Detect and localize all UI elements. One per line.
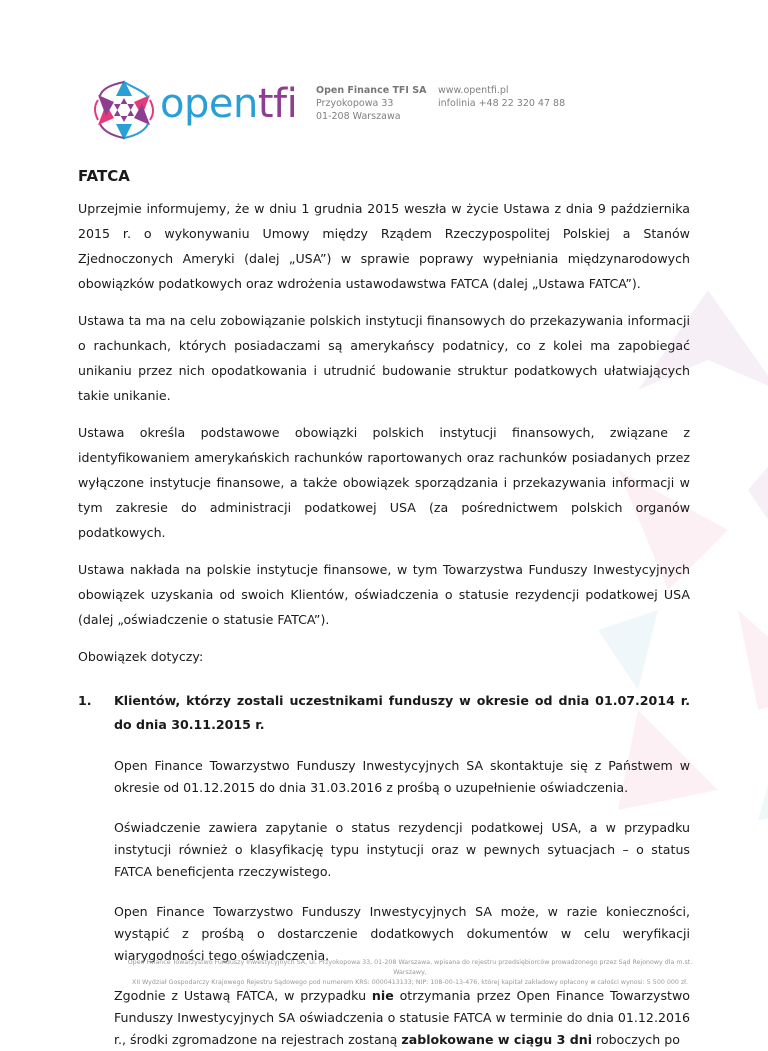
paragraph-1: Uprzejmie informujemy, że w dniu 1 grudnia 2015 weszła w życie Ustawa z dnia 9 października 2015 r. o wykonywaniu Umowy między Rządem Rzeczypospolitej Polskiej a Stanów Zjednoczonych Ameryki (dalej „USA”) w sprawie poprawy wypełniania międzynarodowych obowiązków podatkowych oraz wdrożenia ustawodawstwa FATCA (dalej „Ustawa FATCA”).: [78, 201, 690, 291]
obligation-intro: Obowiązek dotyczy:: [78, 649, 204, 664]
list-item-1: [78, 689, 690, 737]
list-item-paragraph-2: Oświadczenie zawiera zapytanie o status rezydencji podatkowej USA, a w przypadku instytucji również o klasyfikację typu instytucji oraz w pewnych sytuacjach – o status FATCA beneficjenta rzeczywistego.: [114, 820, 690, 879]
paragraph-text: roboczych po: [592, 1032, 680, 1047]
star-flower-icon: [92, 78, 156, 142]
paragraph-4: Ustawa nakłada na polskie instytucje finansowe, w tym Towarzystwa Funduszy Inwestycyjnych obowiązek uzyskania od swoich Klientów, oświadczenia o statusie rezydencji podatkowej USA (dalej „oświadczenie o statusie FATCA”).: [78, 562, 690, 627]
footer-line-1: Open Finance Towarzystwo Funduszy Inwestycyjnych SA, ul. Przyokopowa 33, 01-208 Warszawa, wpisana do rejestru przedsiębiorców prowadzonego przez Sąd Rejonowy dla m.st. Warszawy,: [127, 959, 693, 976]
company-address: [316, 84, 426, 123]
list-item-title: Klientów, którzy zostali uczestnikami funduszy w okresie od dnia 01.07.2014 r. do dnia 30.11.2015 r.: [114, 693, 690, 732]
company-street: Przyokopowa 33: [316, 98, 394, 109]
logo-tfi-text: tfi: [257, 81, 298, 127]
brand-logo-text: [160, 78, 297, 130]
legal-footer: [110, 958, 710, 988]
logo-open-text: open: [160, 81, 258, 127]
company-city: 01-208 Warszawa: [316, 111, 401, 122]
list-item-paragraph-1: Open Finance Towarzystwo Funduszy Inwestycyjnych SA skontaktuje się z Państwem w okresie od 01.12.2015 do dnia 31.03.2016 z prośbą o uzupełnienie oświadczenia.: [114, 758, 690, 795]
list-item-paragraph-3: Open Finance Towarzystwo Funduszy Inwestycyjnych SA może, w razie konieczności, wystąpić z prośbą o dostarczenie dodatkowych dokumentów w celu weryfikacji wiarygodności tego oświadczenia.: [114, 904, 690, 963]
list-item-paragraph-4: [114, 985, 690, 1051]
company-contact: [438, 84, 565, 110]
paragraph-text: otrzymania przez Open Finance Towarzystwo Funduszy Inwestycyjnych SA oświadczenia o statusie FATCA w terminie do dnia 01.12.2016 r., środki zgromadzone na rejestrach zostaną: [114, 988, 690, 1047]
paragraph-text: Zgodnie z Ustawą FATCA, w przypadku: [114, 988, 372, 1003]
paragraph-3: Ustawa określa podstawowe obowiązki polskich instytucji finansowych, związane z identyfikowaniem amerykańskich rachunków raportowanych oraz rachunków posiadanych przez wyłączone instytucje finansowe, a także obowiązek sporządzania i przekazywania informacji w tym zakresie do administracji podatkowej USA (za pośrednictwem polskich organów podatkowych.: [78, 425, 690, 540]
letterhead: [0, 0, 768, 140]
paragraph-2: Ustawa ta ma na celu zobowiązanie polskich instytucji finansowych do przekazywania informacji o rachunkach, których posiadaczami są amerykańscy podatnicy, co z kolei ma zapobiegać unikaniu przez nich opodatkowania i utrudnić budowanie struktur podatkowych ułatwiających takie unikanie.: [78, 313, 690, 403]
document-title: FATCA: [78, 167, 130, 185]
company-name: Open Finance TFI SA: [316, 85, 427, 96]
company-hotline: infolinia +48 22 320 47 88: [438, 98, 566, 109]
emphasis-text: zablokowane w ciągu 3 dni: [401, 1032, 593, 1047]
emphasis-text: nie: [371, 988, 394, 1003]
footer-line-2: XII Wydział Gospodarczy Krajowego Rejestru Sądowego pod numerem KRS: 0000413133; NIP: 108-00-13-476, której kapitał zakładowy opłacony w całości wynosi: 5 500 000 zł.: [132, 979, 688, 986]
list-item-number: 1.: [78, 693, 92, 708]
company-website: www.opentfi.pl: [438, 85, 509, 96]
document-body: [78, 166, 690, 1051]
